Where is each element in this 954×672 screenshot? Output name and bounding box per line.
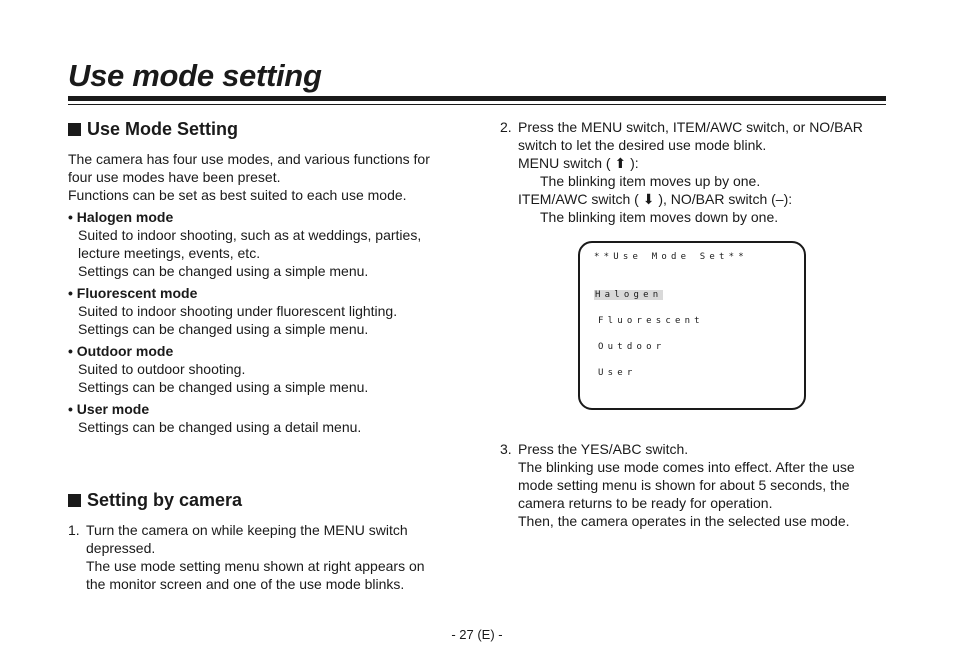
step-number: 1.	[68, 522, 80, 538]
mode-line: lecture meetings, events, etc.	[78, 245, 261, 261]
osd-item-fluorescent: Fluorescent	[598, 316, 704, 326]
title-rule-thin	[68, 104, 886, 105]
page-title: Use mode setting	[68, 58, 322, 93]
item-switch-desc: The blinking item moves down by one.	[540, 209, 779, 225]
section-heading-setting-by-camera	[68, 487, 458, 513]
osd-menu-screen	[578, 241, 806, 410]
mode-user	[68, 400, 458, 436]
mode-outdoor	[68, 342, 458, 396]
step-1	[68, 521, 458, 593]
square-bullet-icon	[68, 494, 81, 507]
step-line: switch to let the desired use mode blink.	[518, 137, 767, 153]
step-number: 2.	[500, 119, 512, 135]
step-line: The use mode setting menu shown at right appears on	[86, 558, 425, 574]
step-number: 3.	[500, 441, 512, 457]
osd-item-text: Halogen	[595, 290, 663, 300]
mode-line: Settings can be changed using a simple menu.	[78, 263, 369, 279]
square-bullet-icon	[68, 123, 81, 136]
mode-line: Suited to outdoor shooting.	[78, 361, 246, 377]
intro-line: four use modes have been preset.	[68, 169, 281, 185]
step-3	[500, 440, 890, 530]
item-switch-label: ITEM/AWC switch ( ⬇ ), NO/BAR switch (–):	[518, 191, 793, 207]
mode-fluorescent	[68, 284, 458, 338]
step-line: Then, the camera operates in the selected use mode.	[518, 513, 850, 529]
step-line: the monitor screen and one of the use mode blinks.	[86, 576, 405, 592]
mode-title: • User mode	[68, 401, 150, 417]
left-column	[68, 116, 458, 593]
mode-line: Settings can be changed using a detail menu.	[78, 419, 362, 435]
mode-line: Suited to indoor shooting, such as at weddings, parties,	[78, 227, 422, 243]
step-line: depressed.	[86, 540, 156, 556]
mode-title: • Fluorescent mode	[68, 285, 198, 301]
step-line: Turn the camera on while keeping the MENU switch	[86, 522, 408, 538]
step-line: mode setting menu is shown for about 5 seconds, the	[518, 477, 850, 493]
section-heading-text: Setting by camera	[87, 490, 243, 510]
step-line: camera returns to be ready for operation.	[518, 495, 773, 511]
page-number: - 27 (E) -	[451, 627, 503, 642]
intro-line: Functions can be set as best suited to each use mode.	[68, 187, 407, 203]
mode-title: • Halogen mode	[68, 209, 174, 225]
section-heading-use-mode	[68, 116, 458, 142]
step-line: Press the MENU switch, ITEM/AWC switch, or NO/BAR	[518, 119, 863, 135]
osd-item-user: User	[598, 368, 637, 378]
menu-switch-label: MENU switch ( ⬆ ):	[518, 155, 639, 171]
mode-halogen	[68, 208, 458, 280]
osd-header: **Use Mode Set**	[594, 252, 748, 262]
menu-switch-desc: The blinking item moves up by one.	[540, 173, 761, 189]
title-rule-thick	[68, 96, 886, 101]
mode-line: Settings can be changed using a simple menu.	[78, 379, 369, 395]
step-2	[500, 118, 890, 226]
osd-item-outdoor: Outdoor	[598, 342, 666, 352]
step-line: Press the YES/ABC switch.	[518, 441, 689, 457]
section-heading-text: Use Mode Setting	[87, 119, 239, 139]
intro-line: The camera has four use modes, and various functions for	[68, 151, 430, 167]
mode-line: Suited to indoor shooting under fluorescent lighting.	[78, 303, 398, 319]
mode-line: Settings can be changed using a simple menu.	[78, 321, 369, 337]
mode-title: • Outdoor mode	[68, 343, 174, 359]
osd-item-halogen	[594, 290, 663, 300]
step-line: The blinking use mode comes into effect. After the use	[518, 459, 855, 475]
